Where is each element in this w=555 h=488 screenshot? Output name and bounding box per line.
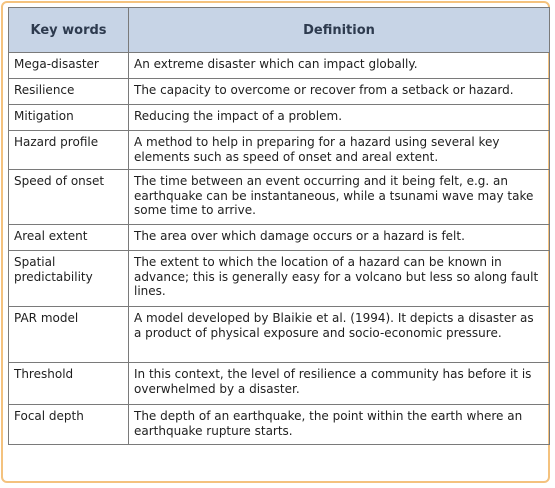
table-row: [9, 170, 550, 225]
key-word-cell: Focal depth: [9, 405, 129, 445]
key-word-cell: Resilience: [9, 79, 129, 105]
definition-cell: Reducing the impact of a problem.: [129, 105, 550, 131]
key-word-cell: PAR model: [9, 307, 129, 363]
header-row: [9, 8, 550, 53]
definition-cell: A method to help in preparing for a hazard using several key elements such as speed of onset and areal extent.: [129, 131, 550, 170]
key-words-header: Key words: [9, 8, 129, 53]
table-row: [9, 53, 550, 79]
table-row: [9, 405, 550, 445]
key-word-cell: Spatial predictability: [9, 251, 129, 307]
definition-cell: The extent to which the location of a hazard can be known in advance; this is generally easy for a volcano but less so along fault lines.: [129, 251, 550, 307]
definition-cell: A model developed by Blaikie et al. (1994). It depicts a disaster as a product of physical exposure and socio-economic pressure.: [129, 307, 550, 363]
key-words-table: [8, 7, 550, 445]
definition-cell: The depth of an earthquake, the point within the earth where an earthquake rupture starts.: [129, 405, 550, 445]
definition-cell: An extreme disaster which can impact globally.: [129, 53, 550, 79]
definition-cell: The time between an event occurring and it being felt, e.g. an earthquake can be instantaneous, while a tsunami wave may take some time to arrive.: [129, 170, 550, 225]
key-word-cell: Threshold: [9, 363, 129, 405]
table-row: [9, 105, 550, 131]
definition-cell: The area over which damage occurs or a hazard is felt.: [129, 225, 550, 251]
table-row: [9, 225, 550, 251]
table-row: [9, 131, 550, 170]
key-word-cell: Mega-disaster: [9, 53, 129, 79]
definition-cell: The capacity to overcome or recover from a setback or hazard.: [129, 79, 550, 105]
table-row: [9, 251, 550, 307]
definition-cell: In this context, the level of resilience a community has before it is overwhelmed by a disaster.: [129, 363, 550, 405]
definition-header: Definition: [129, 8, 550, 53]
table-row: [9, 363, 550, 405]
key-word-cell: Areal extent: [9, 225, 129, 251]
key-word-cell: Mitigation: [9, 105, 129, 131]
key-word-cell: Hazard profile: [9, 131, 129, 170]
key-word-cell: Speed of onset: [9, 170, 129, 225]
table-row: [9, 307, 550, 363]
table-row: [9, 79, 550, 105]
